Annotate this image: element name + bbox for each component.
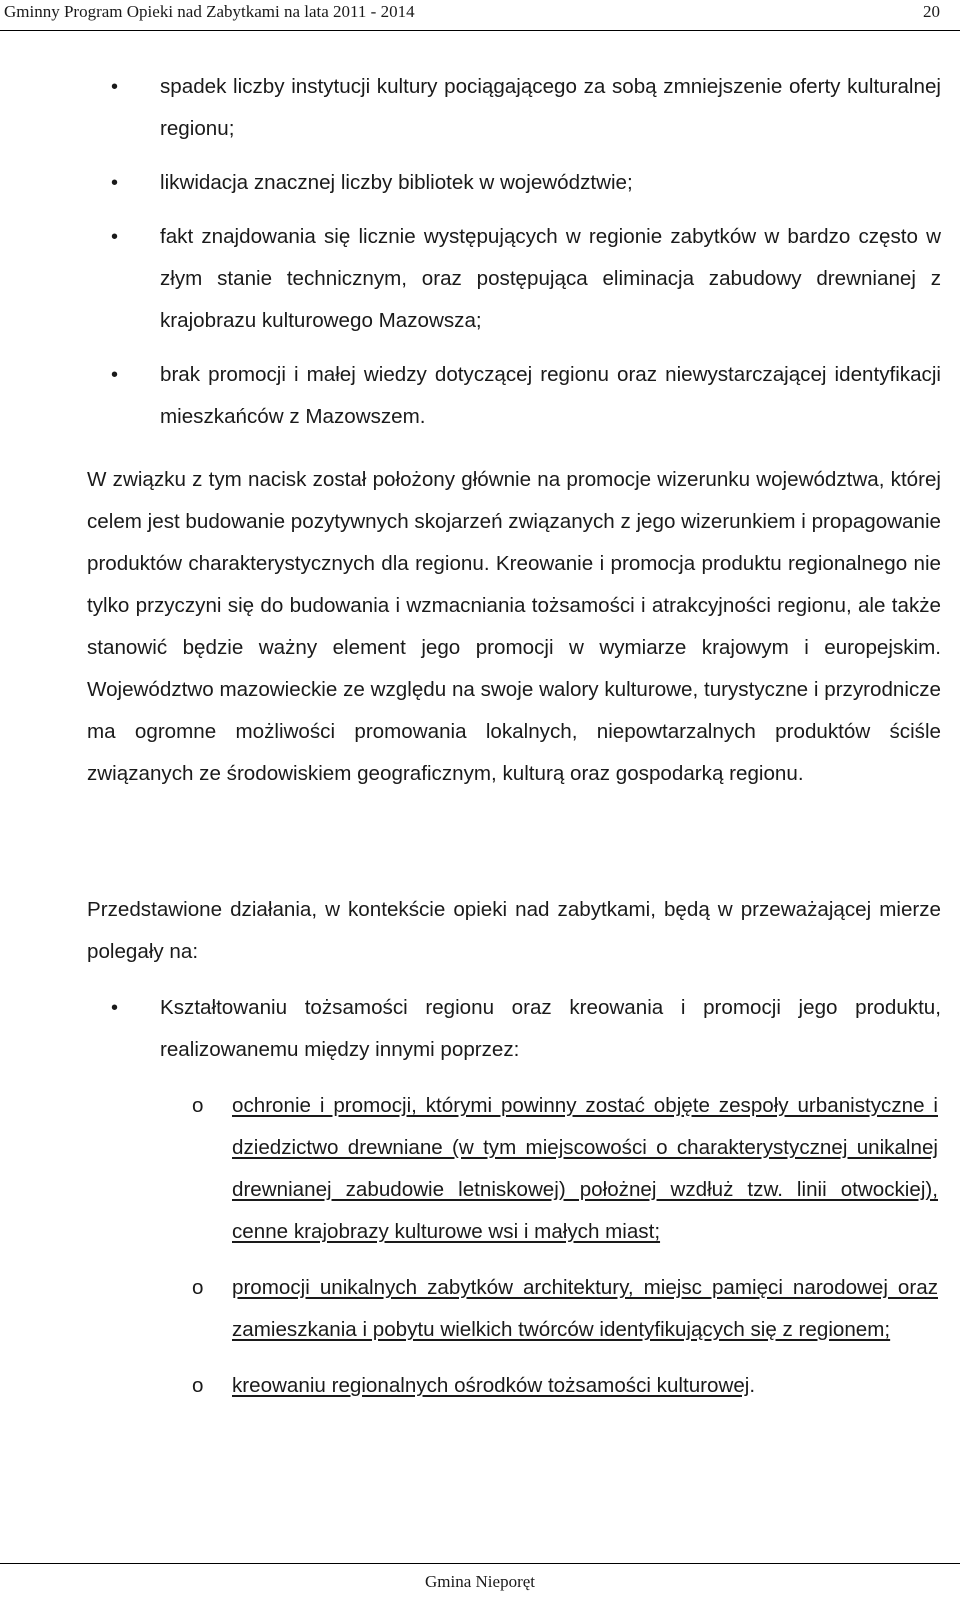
list-item: • spadek liczby instytucji kultury pociągającego za sobą zmniejszenie oferty kulturalnej regionu; <box>87 66 941 150</box>
sub-actions-list <box>192 1085 938 1421</box>
bullet-icon: • <box>111 364 119 386</box>
paragraph-promotion: W związku z tym nacisk został położony głównie na promocje wizerunku województwa, której celem jest budowanie pozytywnych skojarzeń związanych z jego wizerunkiem i propagowanie produktów charakterystycznych dla regionu. Kreowanie i promocja produktu regionalnego nie tylko przyczyni się do budowania i wzmacniania tożsamości i atrakcyjności regionu, ale także stanowić będzie ważny element jego promocji w wymiarze krajowym i europejskim. Województwo mazowieckie ze względu na swoje walory kulturowe, turystyczne i przyrodnicze ma ogromne możliwości promowania lokalnych, niepowtarzalnych produktów ściśle związanych ze środowiskiem geograficznym, kulturą oraz gospodarką regionu. <box>87 468 941 785</box>
bullet-icon: • <box>111 172 119 194</box>
actions-list <box>87 987 941 1071</box>
bullet-icon: • <box>111 226 119 248</box>
sub-list-item: o promocji unikalnych zabytków architektury, miejsc pamięci narodowej oraz zamieszkania i pobytu wielkich twórców identyfikujących się z regionem; <box>232 1267 938 1351</box>
list-item: • brak promocji i małej wiedzy dotyczącej regionu oraz niewystarczającej identyfikacji mieszkańców z Mazowszem. <box>87 354 941 438</box>
page-number: 20 <box>923 2 940 21</box>
paragraph-actions-intro: Przedstawione działania, w kontekście opieki nad zabytkami, będą w przeważającej mierze polegały na: <box>87 898 941 963</box>
page-header <box>0 0 960 31</box>
list-item: • Kształtowaniu tożsamości regionu oraz kreowania i promocji jego produktu, realizowanemu między innymi poprzez: <box>87 987 941 1071</box>
list-item: • likwidacja znacznej liczby bibliotek w województwie; <box>87 162 941 204</box>
page-footer: Gmina Nieporęt <box>0 1563 960 1592</box>
sub-list-item: o kreowaniu regionalnych ośrodków tożsamości kulturowej. <box>232 1365 938 1407</box>
list-item: • fakt znajdowania się licznie występujących w regionie zabytków w bardzo często w złym stanie technicznym, oraz postępująca eliminacja zabudowy drewnianej z krajobrazu kulturowego Mazowsza; <box>87 216 941 342</box>
circle-bullet-icon: o <box>192 1374 204 1397</box>
bullet-icon: • <box>111 997 119 1019</box>
bullet-icon: • <box>111 76 119 98</box>
sub-list-item: o ochronie i promocji, którymi powinny zostać objęte zespoły urbanistyczne i dziedzictwo drewniane (w tym miejscowości o charakterystycznej unikalnej drewnianej zabudowie letniskowej) położnej wzdłuż tzw. linii otwockiej), cenne krajobrazy kulturowe wsi i małych miast; <box>232 1085 938 1253</box>
circle-bullet-icon: o <box>192 1276 204 1299</box>
threats-list <box>87 66 941 450</box>
document-title: Gminny Program Opieki nad Zabytkami na lata 2011 - 2014 <box>4 2 415 21</box>
circle-bullet-icon: o <box>192 1094 204 1117</box>
